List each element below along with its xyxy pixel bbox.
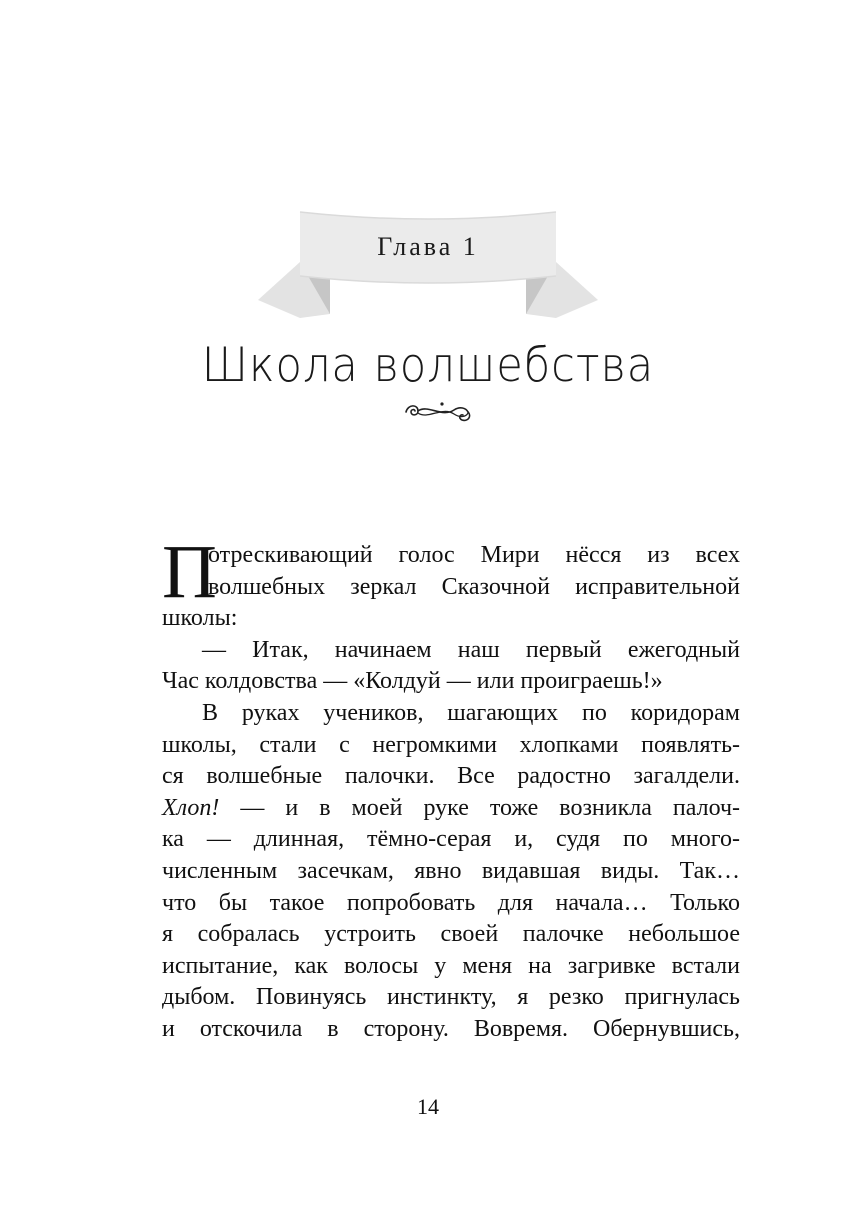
text-line: ся волшебные палочки. Все радостно загалдели. [162,763,740,790]
body-text [162,530,741,1046]
italic-word: Хлоп! [162,794,220,821]
text-line-rest: — и в моей руке тоже возникла палоч- [240,794,741,821]
text-line: Час колдовства — «Колдуй — или проиграешь!» [162,668,663,695]
text-line-mixed [162,793,740,825]
ribbon-banner-icon [0,0,856,340]
text-line: — Итак, начинаем наш первый ежегодный [202,636,740,663]
text-line: что бы такое попробовать для начала… Только [162,889,740,916]
text-line: школы, стали с негромкими хлопками появлять- [162,731,740,758]
chapter-label: Глава 1 [377,232,479,261]
text-line: волшебных зеркал Сказочной исправительной [208,573,740,600]
text-line: ка — длинная, тёмно-серая и, судя по много- [162,826,740,853]
page-number: 14 [417,1094,439,1119]
text-line: В руках учеников, шагающих по коридорам [202,699,740,726]
chapter-title: Школа волшебства [201,338,655,393]
drop-cap: П [162,530,217,614]
text-line: отрескивающий голос Мири нёсся из всех [208,542,740,568]
text-line: школы: [162,605,238,632]
text-line: дыбом. Повинуясь инстинкту, я резко пригнулась [162,984,740,1011]
text-line: численным засечкам, явно видавшая виды. Так… [162,857,740,884]
text-line: я собралась устроить своей палочке небольшое [162,921,740,948]
flourish-ornament-icon [402,398,474,428]
text-line: испытание, как волосы у меня на загривке встали [162,952,740,979]
text-line: и отскочила в сторону. Вовремя. Обернувшись, [162,1015,740,1042]
